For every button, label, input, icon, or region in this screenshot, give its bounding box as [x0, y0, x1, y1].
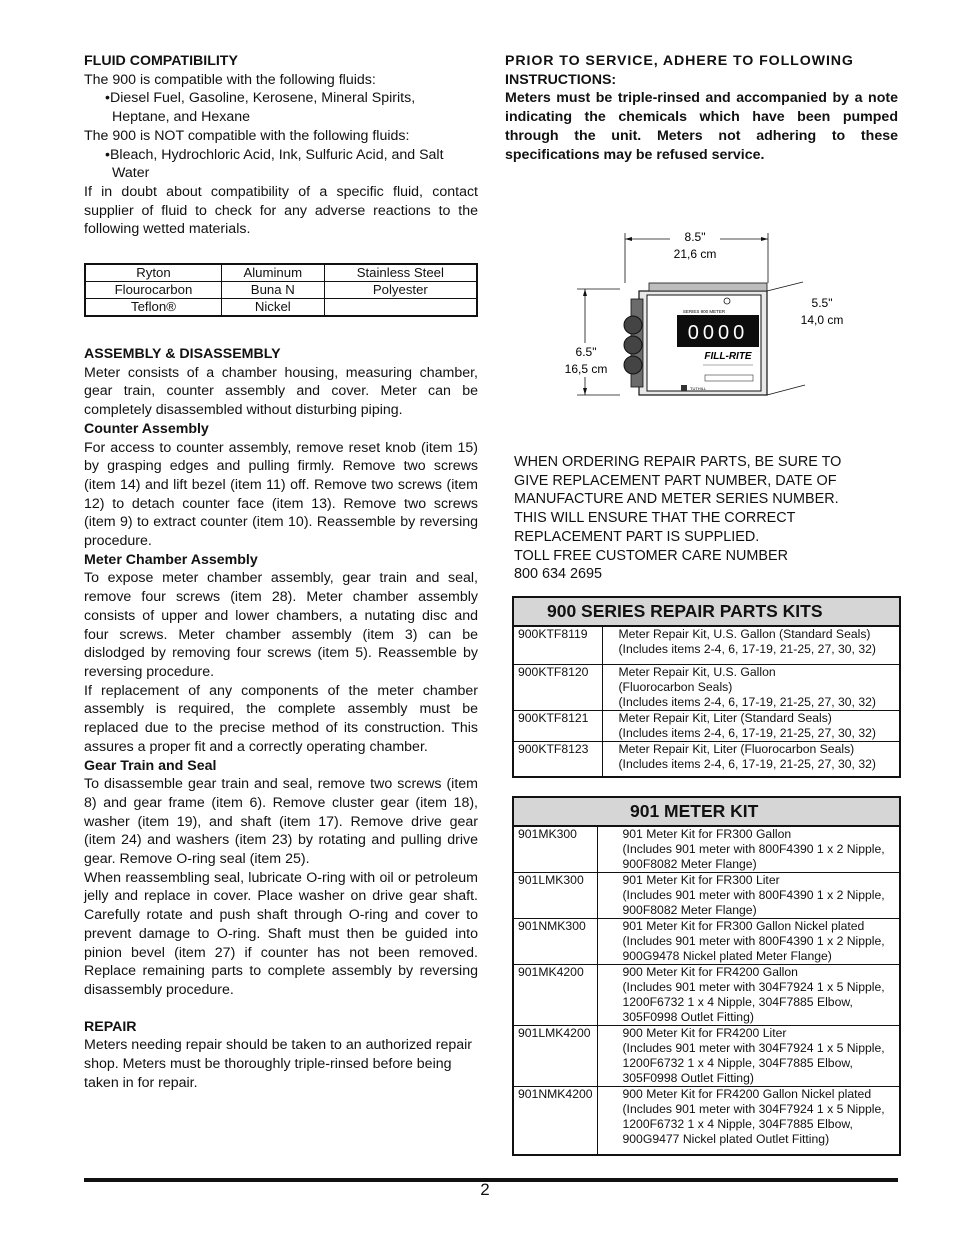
part-description [602, 627, 899, 664]
table-row [514, 710, 899, 741]
order-line: REPLACEMENT PART IS SUPPLIED. [514, 528, 760, 545]
desc-line: (Fluorocarbon Seals) [618, 679, 733, 694]
meter-chamber-text-1: To expose meter chamber assembly, gear train and seal, remove four screws (item 28). Meter chamber assembly consists of upper and lower chambers, a nutating disc and four screws. Meter chamber assembly (item 3) can be dislodged by removing four screws (item 5). Reassemble by reversing procedure. [84, 570, 478, 680]
order-line: MANUFACTURE AND METER SERIES NUMBER. [514, 491, 839, 508]
desc-line: 900 Meter Kit for FR4200 Gallon Nickel plated [622, 1087, 872, 1101]
width-inches: 8.5" [684, 230, 706, 244]
notice-text: Meters must be triple-rinsed and accompanied by a note indicating the chemicals which have been pumped through the unit. Meters not adhering to these specifications may be refused service. [505, 90, 898, 163]
maker-label: TUTHILL [690, 386, 707, 391]
desc-line: (Includes 901 meter with 800F4390 1 x 2 Nipple, [622, 842, 885, 856]
wetted-materials-table [84, 263, 478, 317]
meter-kit-901-table [512, 796, 901, 1156]
desc-line: (Includes items 2-4, 6, 17-19, 21-25, 27, 30, 32) [618, 694, 876, 709]
desc-line: 1200F6732 1 x 4 Nipple, 304F7885 Elbow, [622, 995, 853, 1009]
part-description [597, 827, 899, 873]
repair-text: Meters needing repair should be taken to an authorized repair shop. Meters must be thoroughly triple-rinsed before being taken in for repair. [84, 1037, 473, 1091]
order-line: WHEN ORDERING REPAIR PARTS, BE SURE TO [514, 454, 842, 470]
assembly-heading: ASSEMBLY & DISASSEMBLY [84, 346, 281, 363]
desc-line: 305F0998 Outlet Fitting) [622, 1071, 754, 1085]
height-cm: 16,5 cm [564, 362, 608, 376]
compat-intro: The 900 is compatible with the following fluids: [84, 71, 376, 88]
customer-care-number: 800 634 2695 [514, 566, 603, 583]
fluid-compat-heading: FLUID COMPATIBILITY [84, 53, 238, 69]
meter-dimension-diagram [555, 225, 855, 415]
material-cell: Flourocarbon [85, 282, 221, 299]
table-row [514, 1026, 899, 1087]
notice-line-1: PRIOR TO SERVICE, ADHERE TO FOLLOWING [505, 53, 854, 69]
repair-kits-900-table [512, 596, 901, 778]
part-number: 901LMK300 [514, 873, 597, 919]
material-cell: Polyester [324, 282, 477, 299]
table-row [514, 827, 899, 873]
material-cell: Buna N [221, 282, 324, 299]
width-cm: 21,6 cm [673, 247, 717, 261]
counter-assembly-text: For access to counter assembly, remove reset knob (item 15) by grasping edges and pulling firmly. Remove two screws (item 14) and lift bezel (item 11) off. Remove two screws (item 12) to detach counter face (item 13). Remove two screws (item 9) to extract counter (item 10). Reassemble by reversing procedure. [84, 439, 478, 550]
repair-kits-900-title: 900 SERIES REPAIR PARTS KITS [514, 598, 899, 627]
desc-line: (Includes items 2-4, 6, 17-19, 21-25, 27, 30, 32) [618, 725, 876, 740]
table-row [85, 299, 477, 317]
part-number: 900KTF8120 [514, 664, 602, 710]
meter-chamber-text-2: If replacement of any components of the meter chamber assembly is required, the complete assembly must be replaced due to the precise method of its construction. This assures a proper fit and a correctly operating chamber. [84, 682, 478, 755]
desc-line: 901 Meter Kit for FR300 Liter [622, 873, 780, 887]
gear-train-heading: Gear Train and Seal [84, 757, 217, 774]
assembly-intro: Meter consists of a chamber housing, measuring chamber, gear train, counter assembly and cover. Meter can be completely disassembled without disturbing piping. [84, 364, 478, 419]
meter-kit-901-title: 901 METER KIT [514, 798, 899, 827]
doubt-paragraph: If in doubt about compatibility of a specific fluid, contact supplier of fluid to check for any adverse reactions to the following wetted materials. [84, 183, 478, 238]
desc-line: Meter Repair Kit, U.S. Gallon [618, 664, 776, 679]
desc-line: (Includes 901 meter with 800F4390 1 x 2 Nipple, [622, 888, 885, 902]
material-cell: Stainless Steel [324, 264, 477, 282]
compat-list-line-2: Heptane, and Hexane [112, 109, 251, 126]
table-row [514, 741, 899, 776]
desc-line: 305F0998 Outlet Fitting) [622, 1010, 754, 1024]
table-row [514, 965, 899, 1026]
repair-heading: REPAIR [84, 1018, 137, 1035]
counter-digits: 0000 [687, 322, 749, 344]
desc-line: 1200F6732 1 x 4 Nipple, 304F7885 Elbow, [622, 1117, 853, 1131]
table-row [514, 919, 899, 965]
table-row [85, 282, 477, 299]
order-line: TOLL FREE CUSTOMER CARE NUMBER [514, 547, 788, 564]
depth-inches: 5.5" [811, 296, 833, 310]
part-description [597, 919, 899, 965]
gear-train-text-1: To disassemble gear train and seal, remove two screws (item 8) and gear frame (item 6). Remove cluster gear (item 18), washer (item 19), and shaft (item 17). Remove drive gear (item 24) and washers (item 23) by rotating and pulling drive gear. Remove O-ring seal (item 25). [84, 776, 478, 868]
table-row [514, 873, 899, 919]
desc-line: (Includes 901 meter with 304F7924 1 x 5 Nipple, [622, 980, 885, 994]
part-number: 900KTF8119 [514, 627, 602, 664]
notice-line-2: INSTRUCTIONS: [505, 71, 617, 88]
material-cell: Ryton [85, 264, 221, 282]
part-description [602, 710, 899, 741]
desc-line: 900F8082 Meter Flange) [622, 857, 757, 871]
part-number: 901NMK300 [514, 919, 597, 965]
material-cell: Teflon® [85, 299, 221, 317]
part-number: 901LMK4200 [514, 1026, 597, 1087]
table-row [514, 627, 899, 664]
depth-cm: 14,0 cm [800, 313, 844, 327]
table-row [514, 1087, 899, 1154]
order-line: THIS WILL ENSURE THAT THE CORRECT [514, 510, 796, 527]
desc-line: Meter Repair Kit, U.S. Gallon (Standard Seals) [618, 627, 871, 641]
gear-train-text-2: When reassembling seal, lubricate O-ring with oil or petroleum jelly and replace in cover. Place washer on drive gear shaft. Carefully rotate and push shaft through O-ring and cover to prevent damage to O-ring. Shaft must then be guided into pinion bevel (item 27) if counter has not been removed. Replace remaining parts to complete assembly by reversing disassembly procedure. [84, 869, 478, 998]
desc-line: 900F8082 Meter Flange) [622, 903, 757, 917]
part-description [597, 1026, 899, 1087]
part-description [597, 1087, 899, 1154]
meter-chamber-heading: Meter Chamber Assembly [84, 551, 258, 568]
desc-line: Meter Repair Kit, Liter (Fluorocarbon Seals) [618, 741, 855, 756]
not-compat-list-line-2: Water [112, 165, 150, 182]
part-number: 901NMK4200 [514, 1087, 597, 1154]
desc-line: (Includes 901 meter with 304F7924 1 x 5 Nipple, [622, 1102, 885, 1116]
desc-line: Meter Repair Kit, Liter (Standard Seals) [618, 710, 832, 725]
part-description [602, 741, 899, 776]
table-row [85, 264, 477, 282]
table-row [514, 664, 899, 710]
order-line: GIVE REPLACEMENT PART NUMBER, DATE OF [514, 472, 837, 489]
part-description [602, 664, 899, 710]
height-inches: 6.5" [575, 345, 597, 359]
desc-line: 901 Meter Kit for FR300 Gallon Nickel plated [622, 919, 865, 933]
desc-line: (Includes items 2-4, 6, 17-19, 21-25, 27, 30, 32) [618, 642, 876, 656]
desc-line: 900 Meter Kit for FR4200 Liter [622, 1026, 787, 1040]
part-number: 900KTF8123 [514, 741, 602, 776]
right-column-notice [505, 52, 898, 164]
part-description [597, 873, 899, 919]
desc-line: 901 Meter Kit for FR300 Gallon [622, 827, 792, 841]
part-description [597, 965, 899, 1026]
left-column [84, 52, 478, 1092]
part-number: 901MK300 [514, 827, 597, 873]
desc-line: (Includes items 2-4, 6, 17-19, 21-25, 27, 30, 32) [618, 756, 876, 771]
material-cell: Nickel [221, 299, 324, 317]
counter-assembly-heading: Counter Assembly [84, 420, 209, 437]
material-cell: Aluminum [221, 264, 324, 282]
material-cell [324, 299, 477, 317]
desc-line: 900G9478 Nickel plated Meter Flange) [622, 949, 832, 963]
desc-line: (Includes 901 meter with 800F4390 1 x 2 Nipple, [622, 934, 885, 948]
desc-line: 900G9477 Nickel plated Outlet Fitting) [622, 1132, 830, 1146]
part-number: 901MK4200 [514, 965, 597, 1026]
not-compat-list-line-1: •Bleach, Hydrochloric Acid, Ink, Sulfuric Acid, and Salt [105, 146, 444, 163]
part-number: 900KTF8121 [514, 710, 602, 741]
compat-list-line-1: •Diesel Fuel, Gasoline, Kerosene, Mineral Spirits, [105, 90, 416, 107]
desc-line: (Includes 901 meter with 304F7924 1 x 5 Nipple, [622, 1041, 885, 1055]
desc-line: 1200F6732 1 x 4 Nipple, 304F7885 Elbow, [622, 1056, 853, 1070]
ordering-instructions [514, 453, 898, 584]
meter-body [624, 283, 767, 395]
series-label: SERIES 900 METER [682, 309, 726, 314]
desc-line: 900 Meter Kit for FR4200 Gallon [622, 965, 798, 979]
brand-logo: FILL-RITE [704, 351, 752, 362]
page-number: 2 [480, 1180, 490, 1199]
not-compat-intro: The 900 is NOT compatible with the following fluids: [84, 127, 410, 144]
